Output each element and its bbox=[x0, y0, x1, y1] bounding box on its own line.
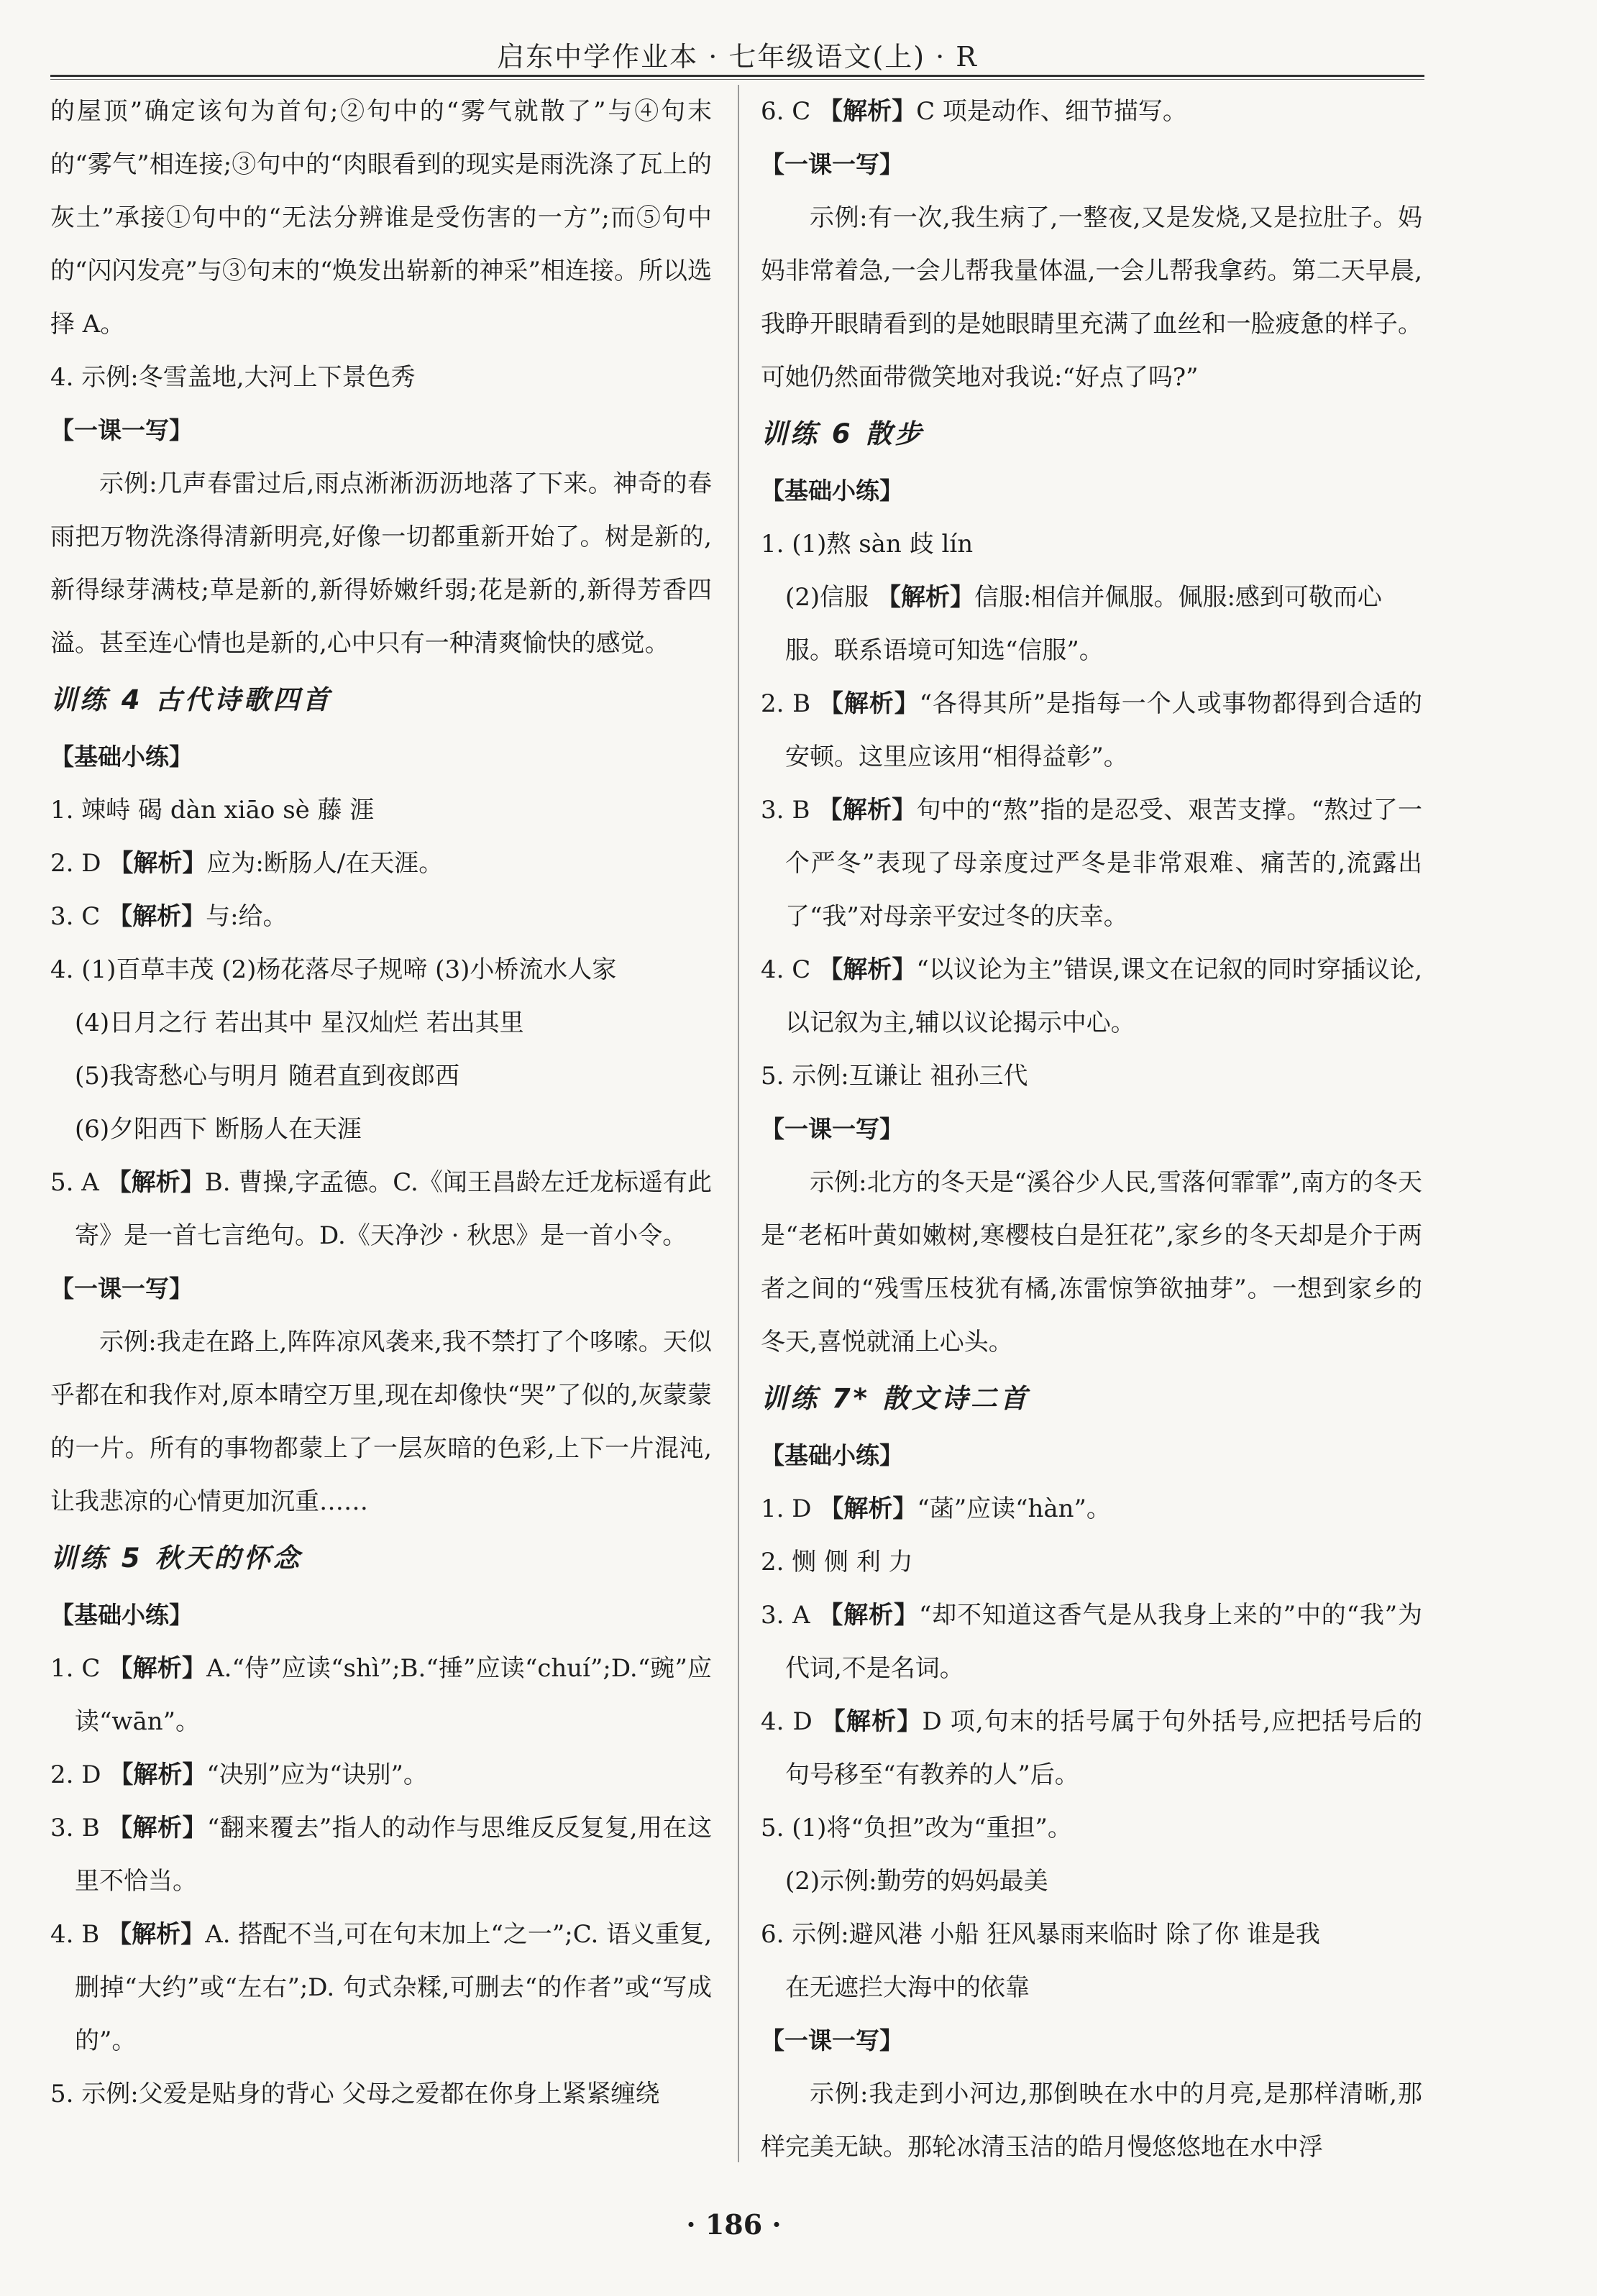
answer-item bbox=[50, 837, 712, 890]
analysis-tag: 【解析】 bbox=[106, 1168, 205, 1197]
answer-item: 1. (1)熬 sàn 歧 lín bbox=[761, 530, 974, 559]
answer-number: 5. A bbox=[50, 1168, 99, 1197]
answer-subitem: (4)日月之行 若出其中 星汉灿烂 若出其里 bbox=[75, 1009, 524, 1037]
answer-number: 4. C bbox=[761, 955, 811, 984]
section-label-jichu: 【基础小练】 bbox=[50, 743, 193, 771]
answer-item: 1. 竦峙 碣 dàn xiāo sè 藤 涯 bbox=[50, 796, 375, 825]
analysis-text: “决别”应为“诀别”。 bbox=[206, 1760, 428, 1789]
writing-sample: 示例:北方的冬天是“溪谷少人民,雪落何霏霏”,南方的冬天是“老柘叶黄如嫩树,寒樱枝白是狂花”,家乡的冬天却是介于两者之间的“残雪压枝犹有橘,冻雷惊笋欲抽芽”。一想到家乡的冬天,喜悦就涌上心头。 bbox=[761, 1168, 1422, 1356]
analysis-tag: 【解析】 bbox=[108, 1814, 208, 1842]
answer-item bbox=[50, 1908, 712, 2067]
analysis-tag: 【解析】 bbox=[876, 583, 974, 612]
section-label-yike: 【一课一写】 bbox=[761, 1115, 903, 1143]
answer-item bbox=[50, 1642, 712, 1748]
analysis-tag: 【解析】 bbox=[818, 1601, 919, 1630]
column-divider bbox=[738, 85, 739, 2162]
page-number: · 186 · bbox=[686, 2208, 782, 2241]
answer-item bbox=[50, 890, 712, 943]
answer-item bbox=[761, 677, 1422, 784]
section-label-yike: 【一课一写】 bbox=[761, 2026, 903, 2054]
analysis-text: 句中的“熬”指的是忍受、艰苦支撑。“熬过了一个严冬”表现了母亲度过严冬是非常艰难、痛苦的,流露出了“我”对母亲平安过冬的庆幸。 bbox=[785, 796, 1422, 931]
analysis-tag: 【解析】 bbox=[109, 849, 207, 878]
answer-item bbox=[761, 1695, 1422, 1801]
writing-sample: 示例:我走在路上,阵阵凉风袭来,我不禁打了个哆嗦。天似乎都在和我作对,原本晴空万里,现在却像快“哭”了似的,灰蒙蒙的一片。所有的事物都蒙上了一层灰暗的色彩,上下一片混沌,让我悲凉的心情更加沉重…… bbox=[50, 1328, 712, 1516]
analysis-text: 信服:相信并佩服。佩服:感到可敬而心服。联系语境可知选“信服”。 bbox=[785, 583, 1382, 665]
answer-item: 5. (1)将“负担”改为“重担”。 bbox=[761, 1814, 1072, 1842]
answer-item: 6. 示例:避风港 小船 狂风暴雨来临时 除了你 谁是我 bbox=[761, 1920, 1320, 1949]
analysis-text: A.“侍”应读“shì”;B.“捶”应读“chuí”;D.“豌”应读“wān”。 bbox=[75, 1654, 713, 1736]
answer-item: 5. 示例:互谦让 祖孙三代 bbox=[761, 1062, 1028, 1090]
answer-item bbox=[50, 1801, 712, 1908]
answer-subitem: (6)夕阳西下 断肠人在天涯 bbox=[75, 1115, 362, 1144]
section-label-yike: 【一课一写】 bbox=[50, 416, 193, 444]
answer-subitem: (5)我寄愁心与明月 随君直到夜郎西 bbox=[75, 1062, 459, 1090]
analysis-text: A. 搭配不当,可在句末加上“之一”;C. 语义重复,删掉“大约”或“左右”;D. 句式杂糅,可删去“的作者”或“写成的”。 bbox=[75, 1920, 713, 2055]
section-label-jichu: 【基础小练】 bbox=[761, 477, 903, 505]
answer-item bbox=[761, 85, 1422, 138]
analysis-text: “以议论为主”错误,课文在记叙的同时穿插议论,以记叙为主,辅以议论揭示中心。 bbox=[785, 955, 1423, 1037]
answer-number: 6. C bbox=[761, 97, 811, 126]
analysis-tag: 【解析】 bbox=[818, 955, 917, 984]
answer-subitem: (2)示例:勤劳的妈妈最美 bbox=[785, 1867, 1048, 1896]
answer-item bbox=[761, 1589, 1422, 1695]
section-title-training-6: 训练 6 散步 bbox=[761, 418, 925, 449]
section-title-training-7: 训练 7* 散文诗二首 bbox=[761, 1383, 1030, 1414]
answer-number: 1. D bbox=[761, 1494, 812, 1523]
writing-sample: 示例:几声春雷过后,雨点淅淅沥沥地落了下来。神奇的春雨把万物洗涤得清新明亮,好像一切都重新开始了。树是新的,新得绿芽满枝;草是新的,新得娇嫩纤弱;花是新的,新得芳香四溢。甚至连心情也是新的,心中只有一种清爽愉快的感觉。 bbox=[50, 469, 712, 658]
analysis-tag: 【解析】 bbox=[818, 796, 917, 825]
answer-number: 3. B bbox=[50, 1814, 100, 1842]
section-label-yike: 【一课一写】 bbox=[50, 1275, 193, 1303]
answer-number: 4. D bbox=[761, 1707, 813, 1736]
answer-number: 3. A bbox=[761, 1601, 810, 1630]
answer-number: 3. C bbox=[50, 902, 101, 931]
header-rule-thin bbox=[50, 79, 1424, 80]
answer-item bbox=[761, 943, 1422, 1050]
continued-analysis: 的屋顶”确定该句为首句;②句中的“雾气就散了”与④句末的“雾气”相连接;③句中的“肉眼看到的现实是雨洗涤了瓦上的灰土”承接①句中的“无法分辨谁是受伤害的一方”;而⑤句中的“闪闪发亮”与③句末的“焕发出崭新的神采”相连接。所以选择 A。 bbox=[50, 97, 712, 339]
analysis-text: “却不知道这香气是从我身上来的”中的“我”为代词,不是名词。 bbox=[785, 1601, 1423, 1683]
answer-item bbox=[761, 1482, 1422, 1535]
analysis-tag: 【解析】 bbox=[108, 1654, 207, 1683]
analysis-tag: 【解析】 bbox=[107, 1920, 206, 1949]
writing-sample: 示例:有一次,我生病了,一整夜,又是发烧,又是拉肚子。妈妈非常着急,一会儿帮我量体温,一会儿帮我拿药。第二天早晨,我睁开眼睛看到的是她眼睛里充满了血丝和一脸疲惫的样子。可她仍然面带微笑地对我说:“好点了吗?” bbox=[761, 203, 1422, 392]
analysis-text: C 项是动作、细节描写。 bbox=[916, 97, 1187, 126]
section-label-yike: 【一课一写】 bbox=[761, 150, 903, 178]
analysis-text: “各得其所”是指每一个人或事物都得到合适的安顿。这里应该用“相得益彰”。 bbox=[785, 689, 1423, 771]
analysis-text: “菡”应读“hàn”。 bbox=[917, 1494, 1111, 1523]
analysis-text: 与:给。 bbox=[206, 902, 288, 931]
analysis-tag: 【解析】 bbox=[818, 97, 917, 126]
answer-number: 1. C bbox=[50, 1654, 101, 1683]
answer-number: 3. B bbox=[761, 796, 810, 825]
left-column bbox=[50, 85, 712, 2121]
section-title-training-4: 训练 4 古代诗歌四首 bbox=[50, 684, 332, 715]
header-rule bbox=[50, 75, 1424, 77]
section-label-jichu: 【基础小练】 bbox=[50, 1601, 193, 1629]
analysis-text: B. 曹操,字孟德。C.《闻王昌龄左迁龙标遥有此寄》是一首七言绝句。D.《天净沙 · 秋思》是一首小令。 bbox=[75, 1168, 713, 1250]
answer-number: 2. B bbox=[761, 689, 811, 718]
analysis-tag: 【解析】 bbox=[109, 1760, 207, 1789]
answer-item bbox=[50, 1748, 712, 1801]
answer-number: 2. D bbox=[50, 1760, 101, 1789]
analysis-tag: 【解析】 bbox=[818, 689, 920, 718]
analysis-tag: 【解析】 bbox=[820, 1707, 923, 1736]
right-column bbox=[761, 85, 1422, 2174]
analysis-tag: 【解析】 bbox=[819, 1494, 918, 1523]
writing-sample: 示例:我走到小河边,那倒映在水中的月亮,是那样清晰,那样完美无缺。那轮冰清玉洁的皓月慢悠悠地在水中浮 bbox=[761, 2080, 1422, 2162]
analysis-text: D 项,句末的括号属于句外括号,应把括号后的句号移至“有教养的人”后。 bbox=[785, 1707, 1422, 1789]
answer-number: 4. B bbox=[50, 1920, 100, 1949]
analysis-text: “翻来覆去”指人的动作与思维反反复复,用在这里不恰当。 bbox=[75, 1814, 713, 1896]
answer-item: 5. 示例:父爱是贴身的背心 父母之爱都在你身上紧紧缠绕 bbox=[50, 2080, 660, 2108]
answer-subhead: (2)信服 bbox=[785, 583, 869, 612]
answer-number: 2. D bbox=[50, 849, 101, 878]
page-header-title: 启东中学作业本 · 七年级语文(上) · R bbox=[497, 41, 978, 73]
section-label-jichu: 【基础小练】 bbox=[761, 1441, 903, 1469]
answer-subitem: 在无遮拦大海中的依靠 bbox=[785, 1973, 1030, 2002]
answer-item bbox=[761, 784, 1422, 943]
answer-item: 4. (1)百草丰茂 (2)杨花落尽子规啼 (3)小桥流水人家 bbox=[50, 955, 617, 984]
answer-item: 4. 示例:冬雪盖地,大河上下景色秀 bbox=[50, 363, 416, 392]
section-title-training-5: 训练 5 秋天的怀念 bbox=[50, 1543, 303, 1574]
analysis-text: 应为:断肠人/在天涯。 bbox=[206, 849, 444, 878]
analysis-tag: 【解析】 bbox=[108, 902, 206, 931]
answer-item: 2. 恻 侧 利 力 bbox=[761, 1548, 913, 1576]
answer-item bbox=[50, 1156, 712, 1262]
answer-subitem bbox=[761, 571, 1422, 677]
